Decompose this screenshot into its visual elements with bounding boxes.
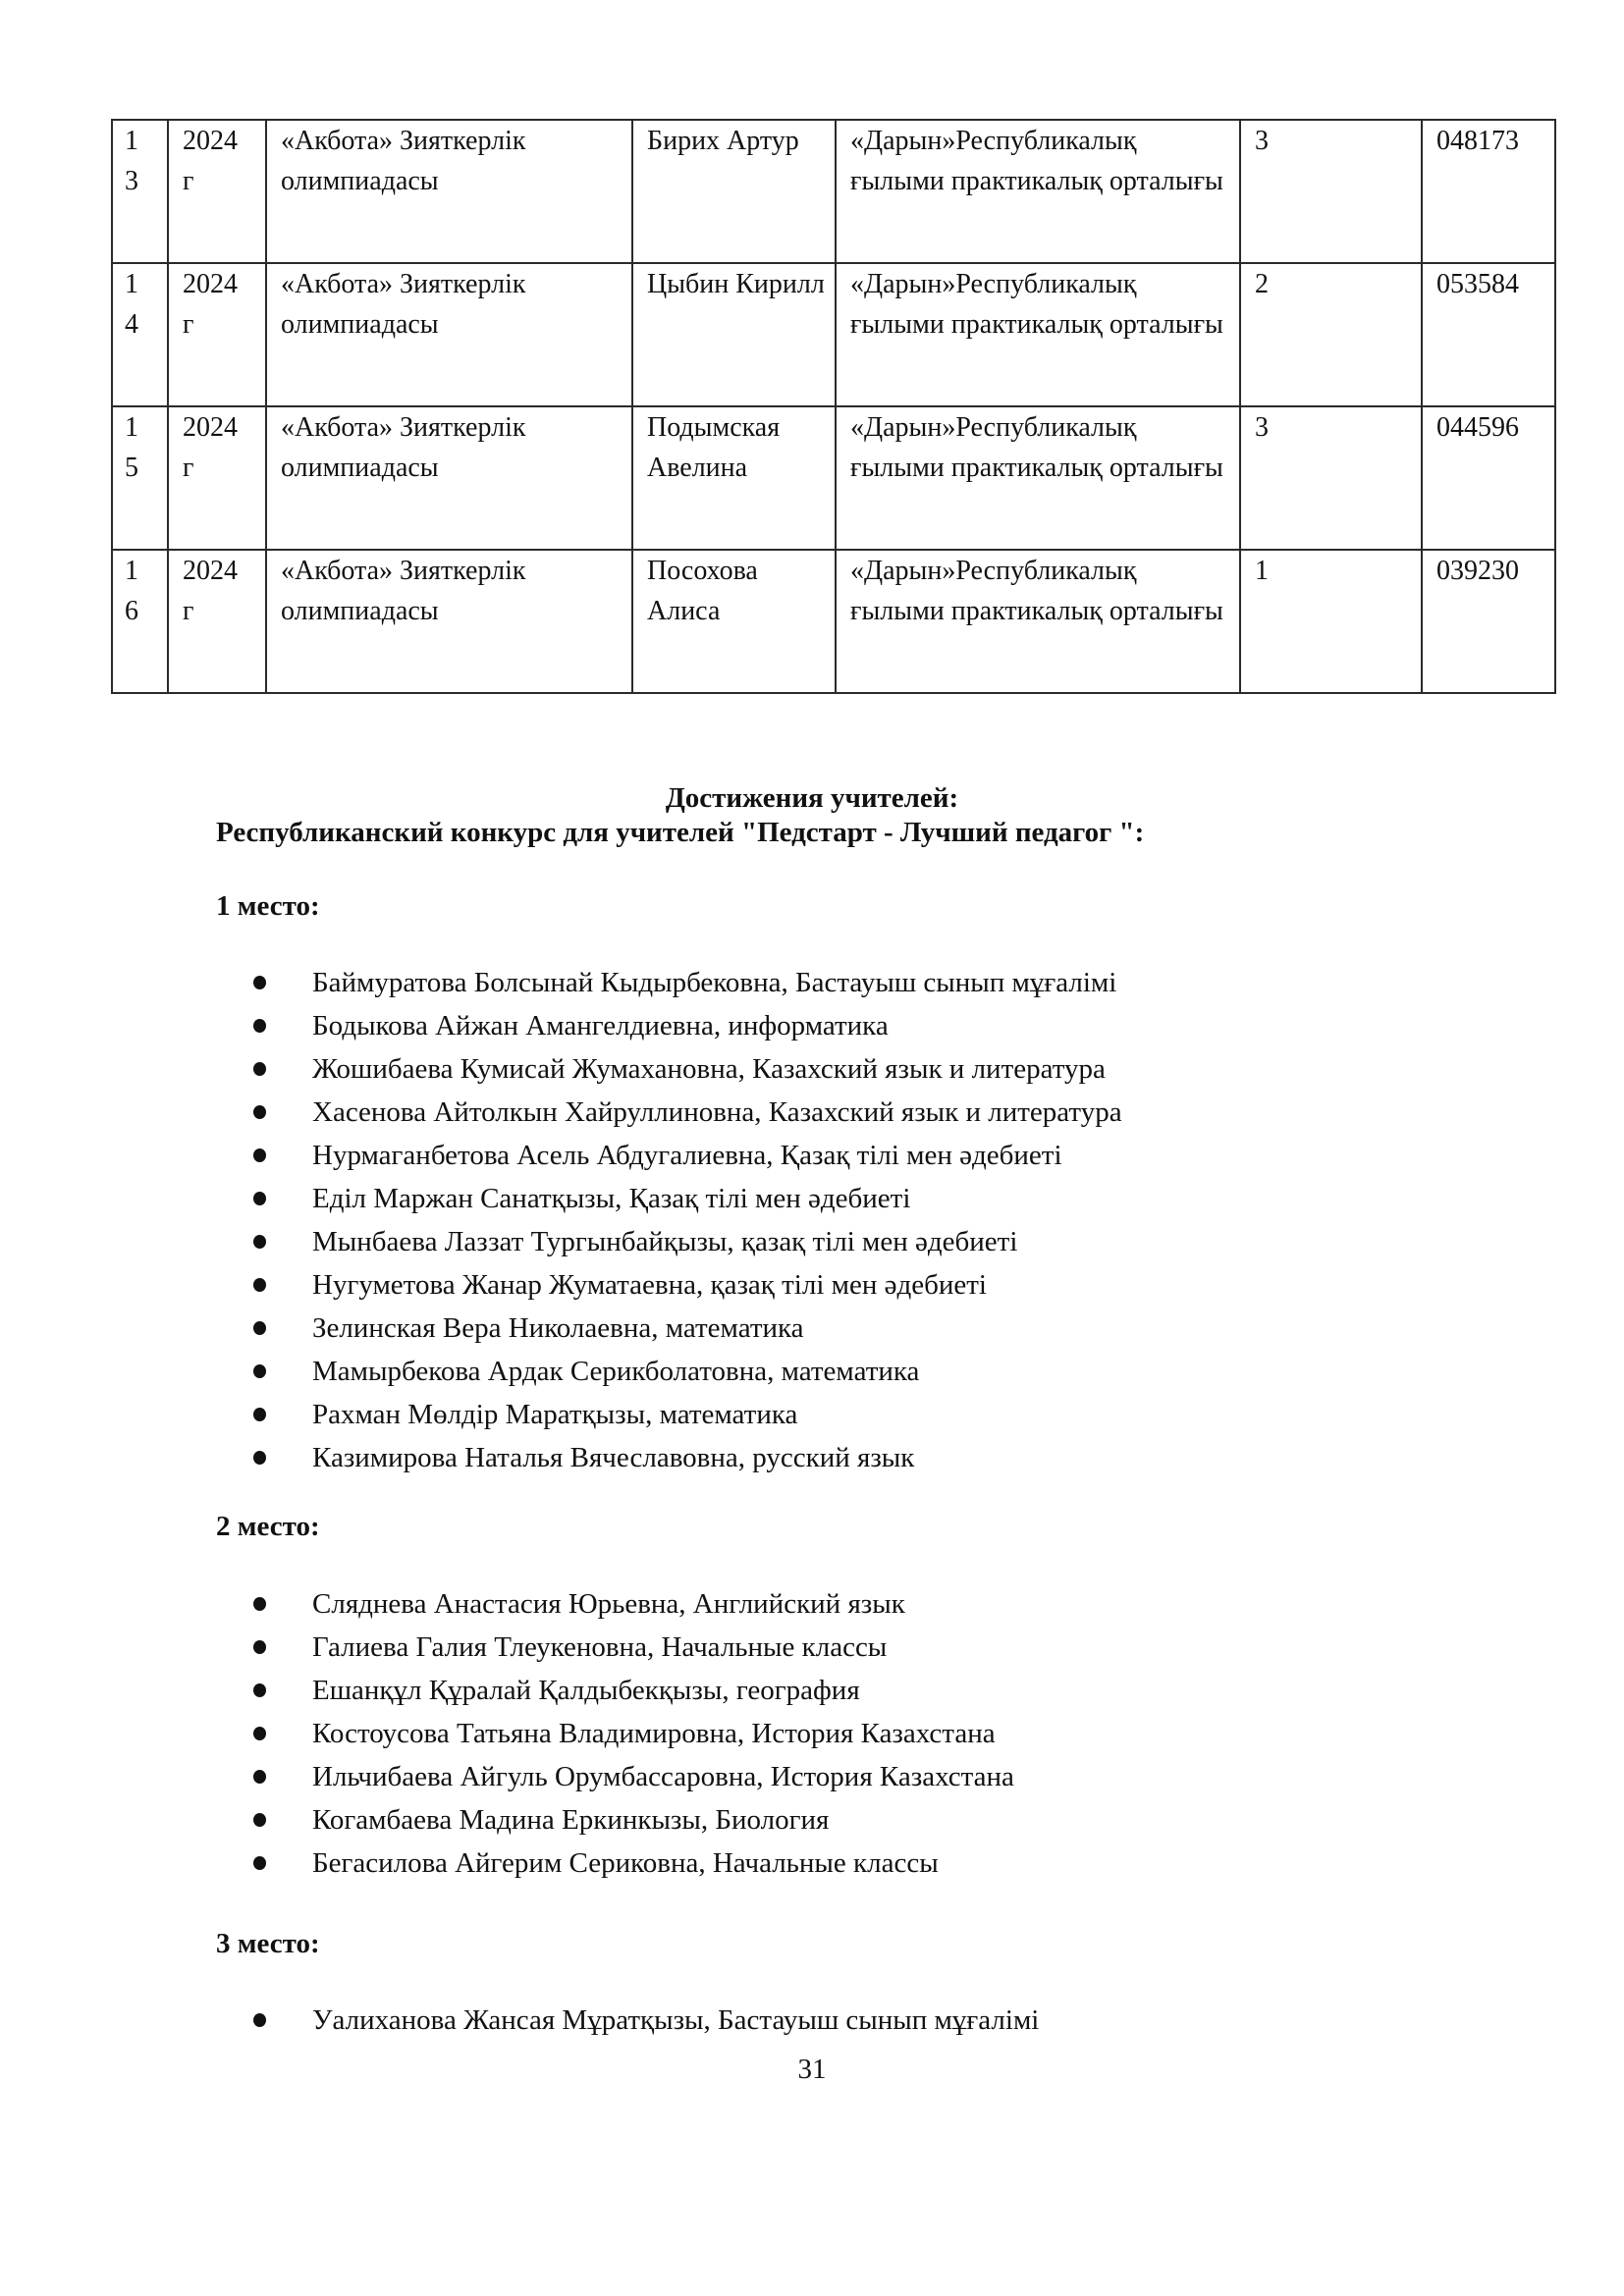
bullet-icon — [253, 1192, 266, 1205]
third-place-heading: 3 место: — [216, 1928, 320, 1959]
year-cell: 2024 г — [168, 550, 266, 693]
list-item: Ильчибаева Айгуль Орумбассаровна, История Казахстана — [253, 1755, 1014, 1798]
certificate-cell: 048173 — [1422, 120, 1555, 263]
place-cell: 2 — [1240, 263, 1422, 406]
list-item: Когамбаева Мадина Еркинкызы, Биология — [253, 1798, 1014, 1842]
list-item: Еділ Маржан Санатқызы, Қазақ тілі мен әдебиеті — [253, 1177, 1122, 1220]
year-cell: 2024 г — [168, 120, 266, 263]
place-cell: 3 — [1240, 120, 1422, 263]
bullet-icon — [253, 1062, 266, 1076]
section-title: Достижения учителей: — [665, 782, 959, 814]
olympiad-results-table — [111, 119, 1556, 694]
third-place-list — [253, 1999, 1039, 2042]
bullet-icon — [253, 1683, 266, 1697]
organizer-cell: «Дарын»Республикалық ғылыми практикалық орталығы — [836, 120, 1240, 263]
bullet-icon — [253, 1235, 266, 1249]
list-item: Галиева Галия Тлеукеновна, Начальные классы — [253, 1626, 1014, 1669]
list-item: Мынбаева Лаззат Тургынбайқызы, қазақ тілі мен әдебиеті — [253, 1220, 1122, 1263]
list-item: Мамырбекова Ардак Серикболатовна, математика — [253, 1350, 1122, 1393]
first-place-list — [253, 961, 1122, 1479]
list-item: Зелинская Вера Николаевна, математика — [253, 1307, 1122, 1350]
bullet-icon — [253, 1813, 266, 1827]
bullet-icon — [253, 1856, 266, 1870]
bullet-icon — [253, 1019, 266, 1033]
student-cell: Подымская Авелина — [632, 406, 836, 550]
row-number-cell: 1 6 — [112, 550, 168, 693]
table-row — [112, 263, 1555, 406]
year-cell: 2024 г — [168, 406, 266, 550]
olympiad-cell: «Акбота» Зияткерлік олимпиадасы — [266, 550, 632, 693]
certificate-cell: 039230 — [1422, 550, 1555, 693]
table-row — [112, 120, 1555, 263]
list-item: Баймуратова Болсынай Кыдырбековна, Бастауыш сынып мұғалімі — [253, 961, 1122, 1004]
bullet-icon — [253, 2013, 266, 2027]
second-place-heading: 2 место: — [216, 1511, 320, 1542]
certificate-cell: 044596 — [1422, 406, 1555, 550]
list-item: Казимирова Наталья Вячеславовна, русский язык — [253, 1436, 1122, 1479]
table-row — [112, 406, 1555, 550]
bullet-icon — [253, 1408, 266, 1421]
first-place-heading: 1 место: — [216, 890, 320, 922]
row-number-cell: 1 3 — [112, 120, 168, 263]
list-item: Нурмаганбетова Асель Абдугалиевна, Қазақ тілі мен әдебиеті — [253, 1134, 1122, 1177]
olympiad-cell: «Акбота» Зияткерлік олимпиадасы — [266, 263, 632, 406]
list-item: Сляднева Анастасия Юрьевна, Английский язык — [253, 1582, 1014, 1626]
bullet-icon — [253, 1364, 266, 1378]
bullet-icon — [253, 1597, 266, 1611]
organizer-cell: «Дарын»Республикалық ғылыми практикалық орталығы — [836, 406, 1240, 550]
list-item: Хасенова Айтолкын Хайруллиновна, Казахский язык и литература — [253, 1091, 1122, 1134]
contest-title: Республиканский конкурс для учителей "Педстарт - Лучший педагог ": — [216, 817, 1145, 848]
organizer-cell: «Дарын»Республикалық ғылыми практикалық орталығы — [836, 550, 1240, 693]
page-number: 31 — [797, 2054, 827, 2085]
bullet-icon — [253, 1278, 266, 1292]
list-item: Костоусова Татьяна Владимировна, История Казахстана — [253, 1712, 1014, 1755]
list-item: Жошибаева Кумисай Жумахановна, Казахский язык и литература — [253, 1047, 1122, 1091]
place-cell: 1 — [1240, 550, 1422, 693]
bullet-icon — [253, 1640, 266, 1654]
year-cell: 2024 г — [168, 263, 266, 406]
bullet-icon — [253, 1148, 266, 1162]
student-cell: Посохова Алиса — [632, 550, 836, 693]
olympiad-cell: «Акбота» Зияткерлік олимпиадасы — [266, 406, 632, 550]
certificate-cell: 053584 — [1422, 263, 1555, 406]
list-item: Нугуметова Жанар Жуматаевна, қазақ тілі мен әдебиеті — [253, 1263, 1122, 1307]
student-cell: Бирих Артур — [632, 120, 836, 263]
row-number-cell: 1 5 — [112, 406, 168, 550]
bullet-icon — [253, 976, 266, 989]
row-number-cell: 1 4 — [112, 263, 168, 406]
organizer-cell: «Дарын»Республикалық ғылыми практикалық орталығы — [836, 263, 1240, 406]
list-item: Бегасилова Айгерим Сериковна, Начальные классы — [253, 1842, 1014, 1885]
bullet-icon — [253, 1321, 266, 1335]
bullet-icon — [253, 1727, 266, 1740]
table-row — [112, 550, 1555, 693]
second-place-list — [253, 1582, 1014, 1885]
bullet-icon — [253, 1105, 266, 1119]
list-item: Ешанқұл Құралай Қалдыбекқызы, география — [253, 1669, 1014, 1712]
list-item: Бодыкова Айжан Амангелдиевна, информатика — [253, 1004, 1122, 1047]
olympiad-cell: «Акбота» Зияткерлік олимпиадасы — [266, 120, 632, 263]
bullet-icon — [253, 1451, 266, 1465]
place-cell: 3 — [1240, 406, 1422, 550]
student-cell: Цыбин Кирилл — [632, 263, 836, 406]
list-item: Рахман Мөлдір Маратқызы, математика — [253, 1393, 1122, 1436]
list-item: Уалиханова Жансая Мұратқызы, Бастауыш сынып мұғалімі — [253, 1999, 1039, 2042]
bullet-icon — [253, 1770, 266, 1784]
